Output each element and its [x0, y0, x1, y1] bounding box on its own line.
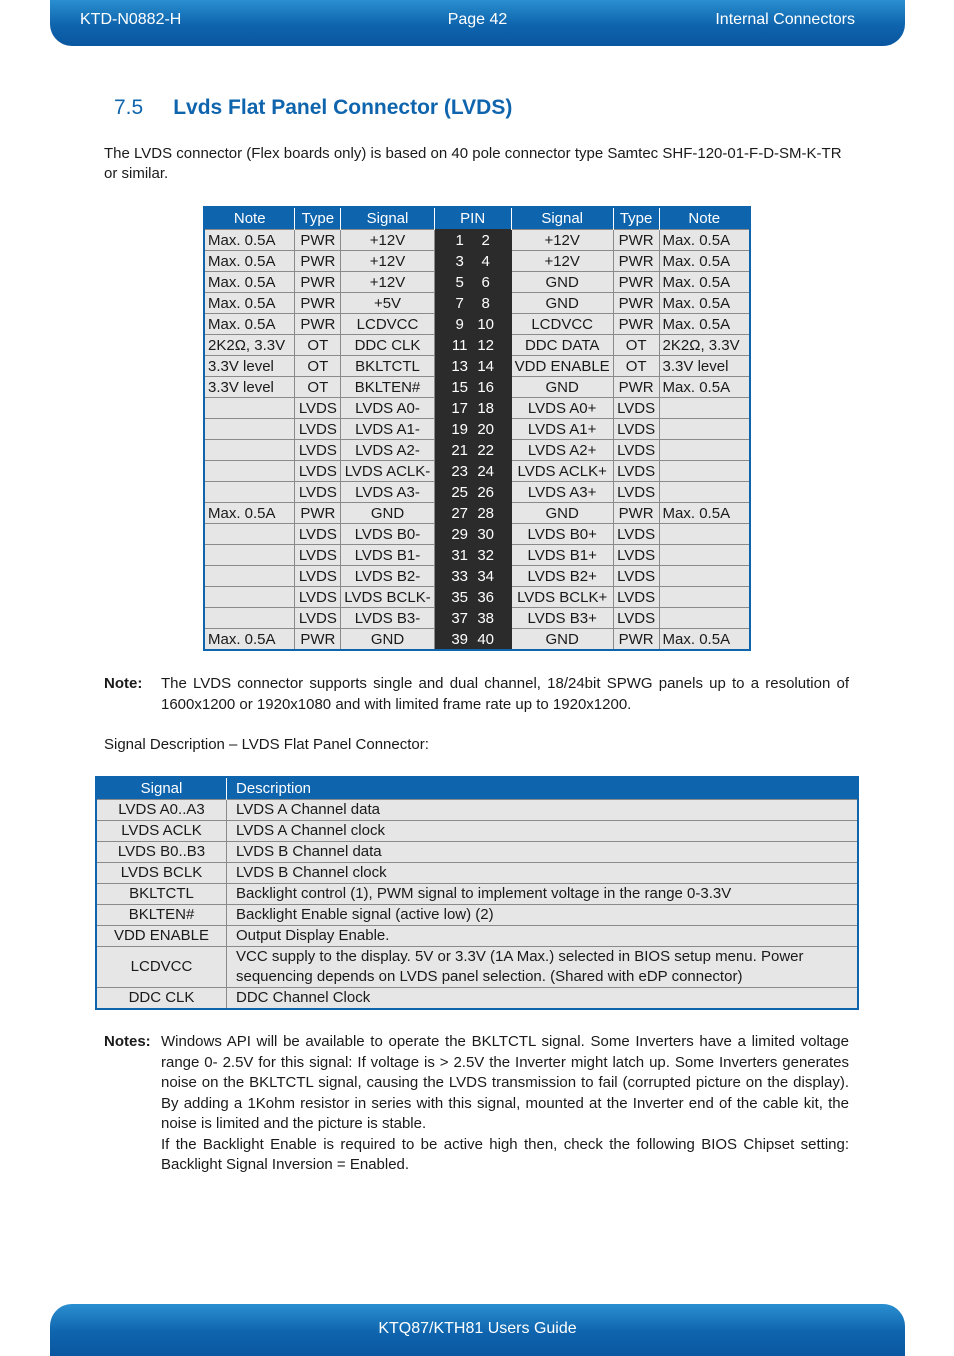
signal-right-cell: LVDS B2+	[511, 566, 613, 587]
type-right-cell: LVDS	[613, 419, 659, 440]
pin-row	[204, 608, 750, 629]
desc-description-cell: Backlight control (1), PWM signal to implement voltage in the range 0-3.3V	[227, 884, 859, 905]
pin-number-odd: 17	[451, 399, 469, 417]
pin-number-odd: 31	[451, 546, 469, 564]
type-left-cell: OT	[295, 377, 341, 398]
signal-left-cell: LVDS B3-	[341, 608, 434, 629]
type-right-cell: PWR	[613, 293, 659, 314]
type-left-cell: PWR	[295, 251, 341, 272]
desc-row	[96, 863, 858, 884]
pin-numbers-cell	[434, 461, 511, 482]
signal-left-cell: LCDVCC	[341, 314, 434, 335]
type-left-cell: PWR	[295, 314, 341, 335]
header-description: Description	[227, 777, 859, 800]
pin-numbers-cell	[434, 440, 511, 461]
type-right-cell: PWR	[613, 629, 659, 651]
note-right-cell	[659, 482, 750, 503]
signal-left-cell: LVDS A2-	[341, 440, 434, 461]
pin-number-even: 14	[477, 357, 495, 375]
pin-numbers-cell	[434, 377, 511, 398]
type-left-cell: OT	[295, 335, 341, 356]
type-right-cell: LVDS	[613, 482, 659, 503]
note-right-cell: Max. 0.5A	[659, 230, 750, 251]
type-left-cell: PWR	[295, 629, 341, 651]
header-pin: PIN	[434, 207, 511, 230]
type-left-cell: PWR	[295, 272, 341, 293]
header-signal-left: Signal	[341, 207, 434, 230]
note-left-cell: Max. 0.5A	[204, 629, 295, 651]
note-left-cell	[204, 587, 295, 608]
note-left-cell	[204, 440, 295, 461]
pin-number-even: 10	[477, 315, 495, 333]
desc-description-cell: LVDS B Channel clock	[227, 863, 859, 884]
pin-number-odd: 27	[451, 504, 469, 522]
signal-left-cell: LVDS A1-	[341, 419, 434, 440]
signal-right-cell: LVDS ACLK+	[511, 461, 613, 482]
pin-row	[204, 503, 750, 524]
footer-title: KTQ87/KTH81 Users Guide	[378, 1320, 577, 1337]
note-left-cell: 3.3V level	[204, 356, 295, 377]
pin-row	[204, 545, 750, 566]
note-right-cell: Max. 0.5A	[659, 293, 750, 314]
pin-number-even: 4	[481, 252, 490, 270]
pin-row	[204, 587, 750, 608]
pin-number-even: 16	[477, 378, 495, 396]
type-right-cell: LVDS	[613, 566, 659, 587]
desc-row	[96, 821, 858, 842]
notes-block	[104, 1032, 849, 1176]
desc-description-cell: LVDS B Channel data	[227, 842, 859, 863]
type-right-cell: LVDS	[613, 524, 659, 545]
pin-number-odd: 23	[451, 462, 469, 480]
note-left-cell: Max. 0.5A	[204, 251, 295, 272]
type-left-cell: LVDS	[295, 419, 341, 440]
pin-number-odd: 1	[455, 231, 464, 249]
note-right-cell	[659, 608, 750, 629]
type-left-cell: PWR	[295, 503, 341, 524]
note-left-cell	[204, 566, 295, 587]
pin-row	[204, 419, 750, 440]
note-left-cell: Max. 0.5A	[204, 230, 295, 251]
type-left-cell: LVDS	[295, 566, 341, 587]
note-right-cell: Max. 0.5A	[659, 629, 750, 651]
note-left-cell	[204, 482, 295, 503]
desc-description-cell: LVDS A Channel clock	[227, 821, 859, 842]
type-left-cell: LVDS	[295, 440, 341, 461]
pin-numbers-cell	[434, 419, 511, 440]
note-left-cell: Max. 0.5A	[204, 272, 295, 293]
notes-label: Notes:	[104, 1033, 151, 1050]
type-right-cell: LVDS	[613, 440, 659, 461]
pin-number-odd: 21	[451, 441, 469, 459]
desc-signal-cell: VDD ENABLE	[96, 926, 227, 947]
desc-row	[96, 926, 858, 947]
signal-right-cell: LVDS A3+	[511, 482, 613, 503]
desc-signal-cell: LVDS A0..A3	[96, 800, 227, 821]
page-number: Page 42	[447, 11, 508, 28]
notes-paragraph-2: If the Backlight Enable is required to be active high then, check the following BIOS Chipset setting: Backlight Signal Inversion = Enabled.	[161, 1135, 849, 1173]
pin-number-even: 8	[481, 294, 490, 312]
pin-number-odd: 29	[451, 525, 469, 543]
type-left-cell: PWR	[295, 230, 341, 251]
pin-numbers-cell	[434, 482, 511, 503]
note-right-cell	[659, 398, 750, 419]
pin-number-odd: 11	[451, 336, 468, 354]
pin-number-even: 34	[477, 567, 495, 585]
pin-numbers-cell	[434, 608, 511, 629]
pin-number-even: 20	[477, 420, 495, 438]
intro-paragraph: The LVDS connector (Flex boards only) is based on 40 pole connector type Samtec SHF-120-01-F-D-SM-K-TR or similar.	[104, 145, 842, 182]
pin-number-even: 24	[477, 462, 495, 480]
pin-table-header	[204, 207, 750, 230]
signal-right-cell: LVDS B0+	[511, 524, 613, 545]
note-left-cell: 2K2Ω, 3.3V	[204, 335, 295, 356]
chapter-title: Internal Connectors	[715, 11, 855, 28]
note-right-cell	[659, 524, 750, 545]
header-note-right: Note	[659, 207, 750, 230]
pin-row	[204, 461, 750, 482]
header-type-right: Type	[613, 207, 659, 230]
pin-number-even: 6	[481, 273, 490, 291]
pin-row	[204, 398, 750, 419]
pin-row	[204, 293, 750, 314]
desc-description-cell: Output Display Enable.	[227, 926, 859, 947]
pin-number-even: 12	[477, 336, 495, 354]
pin-row	[204, 335, 750, 356]
pin-number-odd: 39	[451, 630, 469, 648]
pin-number-odd: 3	[455, 252, 464, 270]
note-right-cell: Max. 0.5A	[659, 251, 750, 272]
signal-description-caption: Signal Description – LVDS Flat Panel Connector:	[104, 736, 429, 753]
signal-left-cell: GND	[341, 503, 434, 524]
desc-table-header	[96, 777, 858, 800]
pin-number-odd: 37	[451, 609, 469, 627]
header-signal-right: Signal	[511, 207, 613, 230]
type-right-cell: LVDS	[613, 608, 659, 629]
signal-right-cell: VDD ENABLE	[511, 356, 613, 377]
pin-number-odd: 7	[455, 294, 464, 312]
signal-left-cell: +5V	[341, 293, 434, 314]
pin-number-odd: 33	[451, 567, 469, 585]
pin-numbers-cell	[434, 335, 511, 356]
desc-description-cell: DDC Channel Clock	[227, 988, 859, 1010]
note-left-cell	[204, 398, 295, 419]
signal-left-cell: +12V	[341, 272, 434, 293]
pin-number-even: 30	[477, 525, 495, 543]
pin-numbers-cell	[434, 566, 511, 587]
type-right-cell: PWR	[613, 503, 659, 524]
page-header	[50, 0, 905, 46]
signal-right-cell: +12V	[511, 251, 613, 272]
note-right-cell: 3.3V level	[659, 356, 750, 377]
pin-row	[204, 272, 750, 293]
pin-row	[204, 251, 750, 272]
header-signal: Signal	[96, 777, 227, 800]
note-right-cell	[659, 545, 750, 566]
pin-row	[204, 356, 750, 377]
desc-row	[96, 905, 858, 926]
pin-row	[204, 314, 750, 335]
pin-number-odd: 15	[451, 378, 469, 396]
signal-left-cell: LVDS B0-	[341, 524, 434, 545]
desc-signal-cell: LVDS BCLK	[96, 863, 227, 884]
signal-left-cell: +12V	[341, 251, 434, 272]
signal-left-cell: LVDS ACLK-	[341, 461, 434, 482]
desc-signal-cell: LCDVCC	[96, 947, 227, 988]
type-right-cell: PWR	[613, 251, 659, 272]
type-left-cell: LVDS	[295, 524, 341, 545]
note-left-cell: Max. 0.5A	[204, 503, 295, 524]
desc-signal-cell: DDC CLK	[96, 988, 227, 1010]
pin-number-odd: 19	[451, 420, 469, 438]
note-left-cell	[204, 461, 295, 482]
type-left-cell: PWR	[295, 293, 341, 314]
pin-number-even: 40	[477, 630, 495, 648]
section-number: 7.5	[114, 96, 144, 119]
pin-number-even: 38	[477, 609, 495, 627]
signal-left-cell: LVDS B2-	[341, 566, 434, 587]
type-right-cell: OT	[613, 335, 659, 356]
pin-numbers-cell	[434, 545, 511, 566]
type-right-cell: LVDS	[613, 461, 659, 482]
signal-right-cell: GND	[511, 629, 613, 651]
note-label: Note:	[104, 675, 143, 692]
page-footer	[50, 1304, 905, 1356]
signal-right-cell: +12V	[511, 230, 613, 251]
note-left-cell	[204, 419, 295, 440]
pin-numbers-cell	[434, 524, 511, 545]
pin-numbers-cell	[434, 629, 511, 651]
type-left-cell: LVDS	[295, 482, 341, 503]
pin-number-even: 36	[477, 588, 495, 606]
section-heading	[114, 96, 512, 120]
note-text: The LVDS connector supports single and dual channel, 18/24bit SPWG panels up to a resolution of 1600x1200 or 1920x1080 and with limited frame rate up to 1920x1200.	[161, 675, 849, 713]
desc-row	[96, 988, 858, 1010]
section-title: Lvds Flat Panel Connector (LVDS)	[173, 96, 513, 119]
type-right-cell: PWR	[613, 230, 659, 251]
desc-signal-cell: LVDS B0..B3	[96, 842, 227, 863]
note-right-cell	[659, 440, 750, 461]
note-left-cell	[204, 545, 295, 566]
pin-number-even: 22	[477, 441, 495, 459]
note-right-cell	[659, 566, 750, 587]
signal-right-cell: GND	[511, 293, 613, 314]
desc-signal-cell: BKLTCTL	[96, 884, 227, 905]
signal-left-cell: LVDS A0-	[341, 398, 434, 419]
desc-row	[96, 884, 858, 905]
desc-signal-cell: LVDS ACLK	[96, 821, 227, 842]
signal-right-cell: GND	[511, 503, 613, 524]
pin-numbers-cell	[434, 293, 511, 314]
pin-number-odd: 9	[455, 315, 464, 333]
pin-numbers-cell	[434, 398, 511, 419]
pin-row	[204, 524, 750, 545]
signal-left-cell: LVDS A3-	[341, 482, 434, 503]
note-right-cell: Max. 0.5A	[659, 272, 750, 293]
type-left-cell: LVDS	[295, 545, 341, 566]
pin-numbers-cell	[434, 314, 511, 335]
note-left-cell	[204, 524, 295, 545]
desc-description-cell: Backlight Enable signal (active low) (2)	[227, 905, 859, 926]
signal-right-cell: DDC DATA	[511, 335, 613, 356]
header-type-left: Type	[295, 207, 341, 230]
pin-numbers-cell	[434, 356, 511, 377]
pin-row	[204, 230, 750, 251]
type-right-cell: PWR	[613, 272, 659, 293]
pin-numbers-cell	[434, 230, 511, 251]
pin-numbers-cell	[434, 251, 511, 272]
header-note-left: Note	[204, 207, 295, 230]
signal-right-cell: LVDS A2+	[511, 440, 613, 461]
desc-signal-cell: BKLTEN#	[96, 905, 227, 926]
signal-description-table	[95, 776, 859, 1010]
pin-number-even: 32	[477, 546, 495, 564]
pin-row	[204, 629, 750, 651]
note-right-cell: Max. 0.5A	[659, 503, 750, 524]
note-right-cell	[659, 419, 750, 440]
signal-right-cell: LVDS BCLK+	[511, 587, 613, 608]
signal-right-cell: LCDVCC	[511, 314, 613, 335]
pin-numbers-cell	[434, 503, 511, 524]
desc-row	[96, 800, 858, 821]
signal-right-cell: LVDS B1+	[511, 545, 613, 566]
pin-row	[204, 377, 750, 398]
pin-assignment-table	[203, 206, 751, 651]
type-right-cell: PWR	[613, 377, 659, 398]
document-id: KTD-N0882-H	[80, 11, 182, 28]
signal-right-cell: LVDS A0+	[511, 398, 613, 419]
pin-number-even: 18	[477, 399, 495, 417]
pin-number-odd: 5	[455, 273, 464, 291]
note-left-cell: 3.3V level	[204, 377, 295, 398]
note-right-cell: Max. 0.5A	[659, 377, 750, 398]
pin-numbers-cell	[434, 272, 511, 293]
type-left-cell: LVDS	[295, 608, 341, 629]
type-right-cell: LVDS	[613, 587, 659, 608]
note-right-cell	[659, 587, 750, 608]
type-left-cell: LVDS	[295, 461, 341, 482]
note-right-cell	[659, 461, 750, 482]
signal-left-cell: BKLTEN#	[341, 377, 434, 398]
desc-row	[96, 842, 858, 863]
type-right-cell: LVDS	[613, 398, 659, 419]
note-left-cell	[204, 608, 295, 629]
type-left-cell: OT	[295, 356, 341, 377]
pin-number-odd: 13	[451, 357, 469, 375]
pin-number-odd: 35	[451, 588, 469, 606]
pin-row	[204, 440, 750, 461]
pin-number-odd: 25	[451, 483, 469, 501]
signal-left-cell: +12V	[341, 230, 434, 251]
signal-left-cell: LVDS B1-	[341, 545, 434, 566]
type-right-cell: PWR	[613, 314, 659, 335]
pin-numbers-cell	[434, 587, 511, 608]
type-right-cell: OT	[613, 356, 659, 377]
signal-left-cell: LVDS BCLK-	[341, 587, 434, 608]
desc-description-cell: LVDS A Channel data	[227, 800, 859, 821]
signal-left-cell: BKLTCTL	[341, 356, 434, 377]
signal-left-cell: GND	[341, 629, 434, 651]
note-left-cell: Max. 0.5A	[204, 314, 295, 335]
note-right-cell: 2K2Ω, 3.3V	[659, 335, 750, 356]
lvds-note	[104, 674, 849, 715]
pin-row	[204, 482, 750, 503]
type-left-cell: LVDS	[295, 398, 341, 419]
type-right-cell: LVDS	[613, 545, 659, 566]
desc-row	[96, 947, 858, 988]
type-left-cell: LVDS	[295, 587, 341, 608]
signal-left-cell: DDC CLK	[341, 335, 434, 356]
notes-paragraph-1: Windows API will be available to operate the BKLTCTL signal. Some Inverters have a limited voltage range 0- 2.5V for this signal: If voltage is > 2.5V the Inverter might latch up. Some Inverters generates noise on the BKLTCTL signal, causing the LVDS transmission to fail (corrupted picture on the display). By adding a 1Kohm resistor in series with this signal, mounted at the Inverter end of the cable kit, the noise is limited and the picture is stable.	[161, 1033, 849, 1132]
signal-right-cell: LVDS A1+	[511, 419, 613, 440]
signal-right-cell: GND	[511, 377, 613, 398]
pin-row	[204, 566, 750, 587]
signal-right-cell: LVDS B3+	[511, 608, 613, 629]
pin-number-even: 26	[477, 483, 495, 501]
pin-number-even: 2	[481, 231, 490, 249]
desc-description-cell: VCC supply to the display. 5V or 3.3V (1A Max.) selected in BIOS setup menu. Power sequencing depends on LVDS panel selection. (Shared with eDP connector)	[227, 947, 859, 988]
note-right-cell: Max. 0.5A	[659, 314, 750, 335]
signal-right-cell: GND	[511, 272, 613, 293]
pin-number-even: 28	[477, 504, 495, 522]
note-left-cell: Max. 0.5A	[204, 293, 295, 314]
